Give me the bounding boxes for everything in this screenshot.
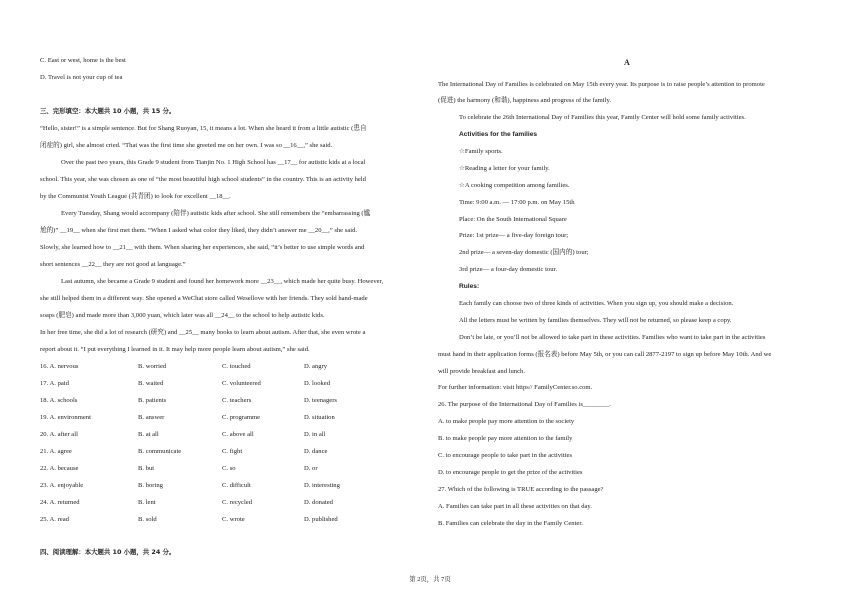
activities-heading: Activities for the families (459, 131, 538, 138)
choice-b[interactable]: B. patients (138, 397, 167, 404)
passage-line: she still helped them in a different way. She opened a WeChat store called Wesellove with her friends. They sold hand-made (40, 295, 368, 302)
choice-c[interactable]: C. touched (222, 363, 251, 370)
passage-line: “Hello, sister!” is a simple sentence. But for Shang Ruoyan, 15, it means a lot. When she heard it from a little autistic (患自 (40, 125, 367, 132)
passage-line: school. This year, she was chosen as one of “the most beautiful high school students” in the country. This is an activity held (40, 176, 366, 183)
page-footer: 第 2页，共 7页 (409, 576, 451, 583)
choice-b[interactable]: B. at all (138, 431, 159, 438)
passage-line: Over the past two years, this Grade 9 student from Tianjin No. 1 High School has __17__ for autistic kids at a local (61, 159, 366, 166)
q26-option-c[interactable]: C. to encourage people to take part in the activities (438, 452, 573, 459)
rule-line: Don’t be late, or you’ll not be allowed to take part in these activities. Families who want to take part in the activities (459, 334, 766, 341)
activity-item: ☆Family sports. (459, 148, 503, 155)
choice-b[interactable]: B. lent (138, 499, 156, 506)
q27-option-a[interactable]: A. Families can take part in all these activities on that day. (438, 503, 592, 510)
choice-a[interactable]: 17. A. paid (40, 380, 69, 387)
choice-d[interactable]: D. in all (304, 431, 326, 438)
choice-d[interactable]: D. donated (304, 499, 333, 506)
choice-a[interactable]: 18. A. schools (40, 397, 78, 404)
choice-c[interactable]: C. teachers (222, 397, 252, 404)
prize-line: 3rd prize— a four-day domestic tour. (459, 266, 558, 273)
passage-title: A (624, 58, 630, 67)
passage-line: short sentences __22__ they are not good at language.” (40, 261, 186, 268)
rule-line: All the letters must be written by families themselves. They will not be returned, so please keep a copy. (459, 317, 732, 324)
choice-row (40, 464, 428, 473)
choice-b[interactable]: B. communicate (138, 448, 182, 455)
option-c: C. East or west, home is the best (40, 57, 126, 64)
section-4-heading: 四、阅读理解：本大题共 10 小题，共 24 分。 (40, 548, 176, 556)
choice-b[interactable]: B. boring (138, 482, 163, 489)
choice-b[interactable]: B. worried (138, 363, 167, 370)
choice-row (40, 362, 428, 371)
choice-d[interactable]: D. looked (304, 380, 331, 387)
rule-line: will provide breakfast and lunch. (438, 368, 525, 375)
choice-d[interactable]: D. teenagers (304, 397, 337, 404)
choice-row (40, 430, 428, 439)
passage-line: To celebrate the 26th International Day of Families this year, Family Center will hold some family activities. (459, 114, 746, 121)
choice-a[interactable]: 16. A. nervous (40, 363, 79, 370)
passage-line: Slowly, she learned how to __21__ with them. When sharing her experiences, she said, “it’s better to use simple words and (40, 244, 365, 251)
choice-d[interactable]: D. published (304, 516, 338, 523)
passage-line: The International Day of Families is celebrated on May 15th every year. Its purpose is to raise people’s attention to promote (438, 81, 765, 88)
choice-d[interactable]: D. situation (304, 414, 335, 421)
choice-c[interactable]: C. volunteered (222, 380, 261, 387)
choice-c[interactable]: C. programme (222, 414, 261, 421)
prize-line: 2nd prize— a seven-day domestic (国内的) tour; (459, 249, 589, 256)
rule-line: Each family can choose two of three kinds of activities. When you sign up, you should make a decision. (459, 300, 734, 307)
choice-d[interactable]: D. interesting (304, 482, 340, 489)
question-26: 26. The purpose of the International Day of Families is________. (438, 401, 611, 408)
choice-a[interactable]: 21. A. agree (40, 448, 72, 455)
section-3-heading: 三、完形填空：本大题共 10 小题，共 15 分。 (40, 107, 176, 115)
rule-line: must hand in their application forms (报名表) before May 5th, or you can call 2877-2197 to sign up before May 10th. And we (438, 351, 772, 358)
choice-row (40, 498, 428, 507)
choice-c[interactable]: C. wrote (222, 516, 245, 523)
q26-option-b[interactable]: B. to make people pay more attention to the family (438, 435, 573, 442)
choice-a[interactable]: 22. A. because (40, 465, 79, 472)
q26-option-d[interactable]: D. to encourage people to get the prize of the activities (438, 469, 583, 476)
rules-heading: Rules: (459, 283, 480, 290)
choice-c[interactable]: C. difficult (222, 482, 251, 489)
choice-c[interactable]: C. so (222, 465, 236, 472)
question-27: 27. Which of the following is TRUE according to the passage? (438, 486, 604, 493)
activity-item: ☆A cooking competition among families. (459, 182, 570, 189)
choice-b[interactable]: B. but (138, 465, 155, 472)
choice-a[interactable]: 25. A. read (40, 516, 69, 523)
choice-a[interactable]: 23. A. enjoyable (40, 482, 84, 489)
choice-b[interactable]: B. sold (138, 516, 157, 523)
option-d: D. Travel is not your cup of tea (40, 74, 123, 81)
choice-a[interactable]: 19. A. environment (40, 414, 91, 421)
passage-line: by the Communist Youth League (共青团) to look for excellent __18__. (40, 193, 231, 200)
q26-option-a[interactable]: A. to make people pay more attention to the society (438, 418, 575, 425)
choice-row (40, 515, 428, 524)
choice-c[interactable]: C. above all (222, 431, 254, 438)
passage-line: report about it. “I put everything I learned in it. It may help more people learn about autism,” she said. (40, 346, 310, 353)
choice-d[interactable]: D. angry (304, 363, 328, 370)
passage-line: Last autumn, she became a Grade 9 student and found her homework more __23__, which made her quite busy. However, (61, 278, 384, 285)
choice-row (40, 447, 428, 456)
activity-item: ☆Reading a letter for your family. (459, 165, 550, 172)
choice-row (40, 481, 428, 490)
choice-c[interactable]: C. fight (222, 448, 243, 455)
choice-b[interactable]: B. waited (138, 380, 164, 387)
q27-option-b[interactable]: B. Families can celebrate the day in the Family Center. (438, 520, 583, 527)
choice-d[interactable]: D. or (304, 465, 318, 472)
choice-row (40, 396, 428, 405)
passage-line: 闭症的) girl, she almost cried. “That was the first time she greeted me on her own. I was so __16__,” she said. (40, 142, 333, 149)
choice-row (40, 413, 428, 422)
choice-b[interactable]: B. answer (138, 414, 165, 421)
passage-line: Every Tuesday, Shang would accompany (陪伴) autistic kids after school. She still remembers the “embarrassing (尴 (61, 210, 371, 217)
choice-d[interactable]: D. dance (304, 448, 328, 455)
passage-line: 尬的)” __19__ when she first met them. “When I asked what color they liked, they didn’t answer me __20__,” she said. (40, 227, 358, 234)
passage-line: In her free time, she did a lot of research (研究) and __25__ many books to learn about autism. After that, she even wrote a (40, 329, 366, 336)
passage-line: soaps (肥皂) and made more than 3,000 yuan, which later was all __24__ to the school to help autistic kids. (40, 312, 325, 319)
choice-row (40, 379, 428, 388)
prize-line: Prize: 1st prize— a five-day foreign tour; (459, 232, 569, 239)
further-info: For further information: visit https// FamilyCenter.so.com. (438, 384, 593, 391)
passage-line: (促进) the harmony (和谐), happiness and progress of the family. (438, 97, 611, 104)
time-line: Time: 9:00 a.m. — 17:00 p.m. on May 15th (459, 199, 575, 206)
choice-a[interactable]: 24. A. returned (40, 499, 80, 506)
place-line: Place: On the South International Square (459, 216, 567, 223)
choice-a[interactable]: 20. A. after all (40, 431, 78, 438)
choice-c[interactable]: C. recycled (222, 499, 253, 506)
